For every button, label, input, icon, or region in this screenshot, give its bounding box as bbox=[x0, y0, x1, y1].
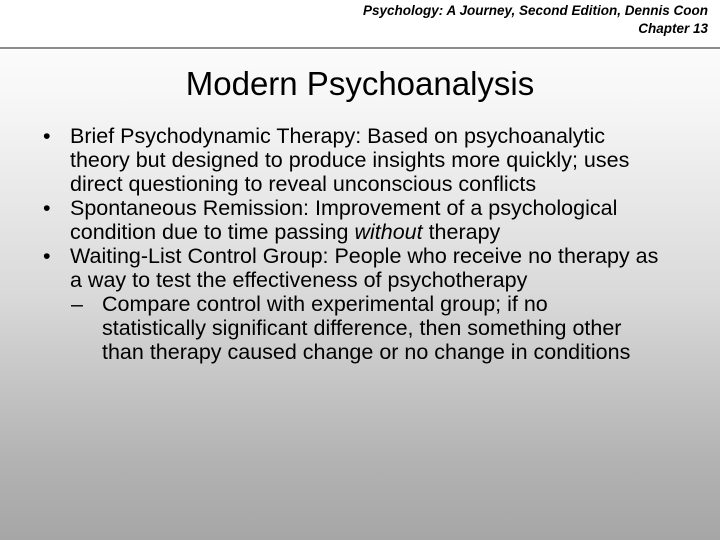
bullet-text-emphasis: without bbox=[354, 220, 423, 244]
bullet-item bbox=[0, 196, 670, 244]
header-divider bbox=[0, 47, 720, 49]
sub-bullet-text: Compare control with experimental group; if no statistically significant difference, then something other than therapy caused change or no change in conditions bbox=[102, 292, 631, 364]
bullet-text: Brief Psychodynamic Therapy: Based on psychoanalytic theory but designed to produce insights more quickly; uses direct questioning to reveal unconscious conflicts bbox=[70, 124, 630, 196]
slide-title: Modern Psychoanalysis bbox=[185, 65, 535, 102]
bullet-text: Waiting-List Control Group: People who receive no therapy as a way to test the effectiveness of psychotherapy bbox=[70, 244, 659, 292]
bullet-marker: • bbox=[43, 244, 51, 268]
slide-header bbox=[363, 2, 708, 38]
bullet-list bbox=[0, 124, 720, 364]
sub-bullet-item bbox=[0, 292, 642, 364]
bullet-marker: • bbox=[43, 196, 51, 220]
header-chapter: Chapter 13 bbox=[638, 21, 708, 36]
bullet-item bbox=[0, 244, 670, 292]
sub-bullet-marker: – bbox=[71, 292, 83, 316]
header-book-title: Psychology: A Journey, Second Edition, Dennis Coon bbox=[362, 3, 708, 18]
bullet-marker: • bbox=[43, 124, 51, 148]
bullet-item bbox=[0, 124, 670, 196]
bullet-text: therapy bbox=[422, 220, 501, 244]
bullet-text: Spontaneous Remission: Improvement of a psychological condition due to time passing bbox=[70, 196, 618, 244]
